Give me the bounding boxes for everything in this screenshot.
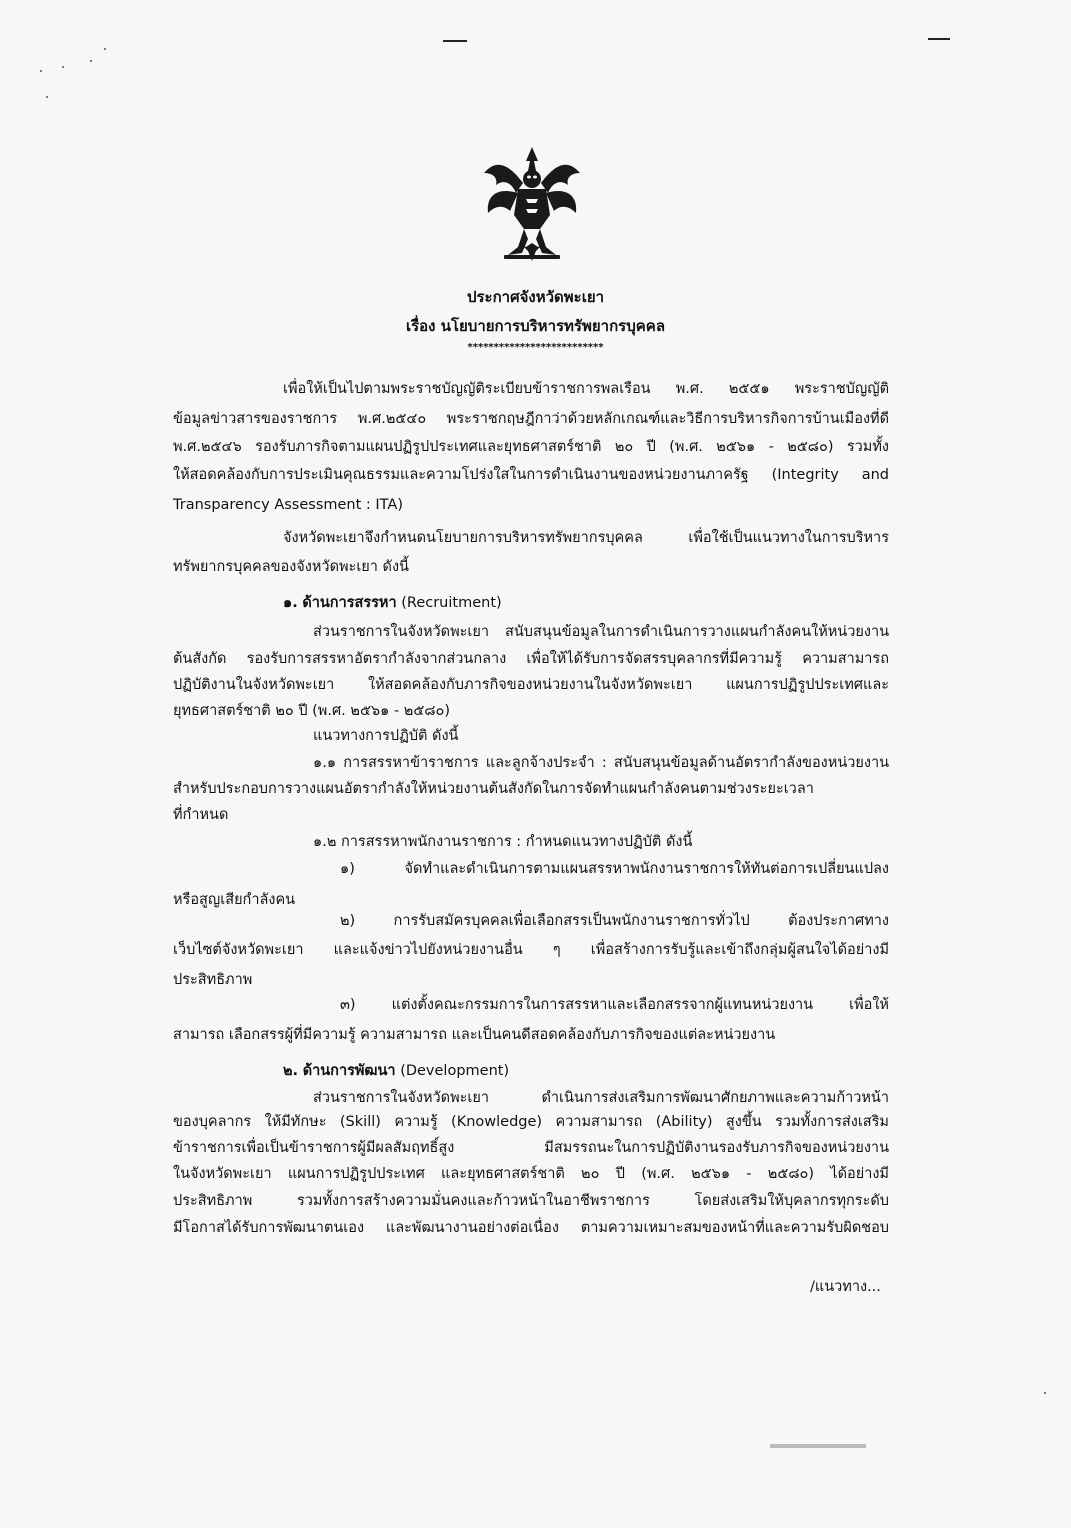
- section2-body-line: ของบุคลากร ให้มีทักษะ (Skill) ความรู้ (Knowledge) ความสามารถ (Ability) สูงขึ้น รวมทั้งการส่งเสริม: [173, 1114, 889, 1130]
- section1-number: ๑.: [283, 595, 298, 611]
- scan-mark: [443, 40, 467, 42]
- scan-speck: [62, 66, 64, 68]
- section2-number: ๒.: [283, 1063, 299, 1079]
- section2-title-en: (Development): [400, 1063, 510, 1079]
- scan-speck: [1044, 1392, 1046, 1394]
- garuda-emblem: [478, 143, 586, 265]
- item-1-1-line: สำหรับประกอบการวางแผนอัตรากำลังให้หน่วยงานต้นสังกัดในการจัดทำแผนกำลังคนตามช่วงระยะเวลา: [173, 781, 814, 797]
- item-1-2-heading: ๑.๒ การสรรหาพนักงานราชการ : กำหนดแนวทางปฏิบัติ ดังนี้: [313, 834, 693, 850]
- section1-title: ด้านการสรรหา: [302, 595, 397, 611]
- intro-line: Transparency Assessment : ITA): [173, 497, 403, 513]
- section1-body-line: ยุทธศาสตร์ชาติ ๒๐ ปี (พ.ศ. ๒๕๖๑ - ๒๕๘๐): [173, 703, 451, 719]
- sub-item-1-line: หรือสูญเสียกำลังคน: [173, 892, 296, 908]
- section1-title-en: (Recruitment): [401, 595, 502, 611]
- section1-body-line: ปฏิบัติงานในจังหวัดพะเยา ให้สอดคล้องกับภารกิจของหน่วยงานในจังหวัดพะเยา แผนการปฏิรูปประเทศและ: [173, 677, 889, 693]
- sub-item-2-line: ประสิทธิภาพ: [173, 972, 253, 988]
- item-1-1-line: ที่กำหนด: [173, 807, 229, 823]
- scan-smudge: [770, 1444, 866, 1448]
- section2-title: ด้านการพัฒนา: [302, 1063, 396, 1079]
- scan-speck: [40, 70, 42, 72]
- continuation-note: /แนวทาง...: [810, 1279, 881, 1295]
- intro-line: พ.ศ.๒๕๔๖ รองรับภารกิจตามแผนปฏิรูปประเทศและยุทธศาสตร์ชาติ ๒๐ ปี (พ.ศ. ๒๕๖๑ - ๒๕๘๐) รวมทั้ง: [173, 439, 889, 455]
- sub-item-3-line: ๓) แต่งตั้งคณะกรรมการในการสรรหาและเลือกสรรจากผู้แทนหน่วยงาน เพื่อให้: [340, 997, 889, 1013]
- sub-item-2-line: ๒) การรับสมัครบุคคลเพื่อเลือกสรรเป็นพนักงานราชการทั่วไป ต้องประกาศทาง: [340, 913, 889, 929]
- announcement-subject: เรื่อง นโยบายการบริหารทรัพยากรบุคคล: [405, 317, 666, 335]
- sub-item-2-line: เว็บไซต์จังหวัดพะเยา และแจ้งข่าวไปยังหน่วยงานอื่น ๆ เพื่อสร้างการรับรู้และเข้าถึงกลุ่มผู้สนใจได้อย่างมี: [173, 942, 889, 958]
- section2-body-line: มีโอกาสได้รับการพัฒนาตนเอง และพัฒนางานอย่างต่อเนื่อง ตามความเหมาะสมของหน้าที่และความรับผิดชอบ: [173, 1220, 889, 1236]
- intro-line: ให้สอดคล้องกับการประเมินคุณธรรมและความโปร่งใสในการดำเนินงานของหน่วยงานภาครัฐ (Integrity and: [173, 467, 889, 483]
- section2-body-line: ส่วนราชการในจังหวัดพะเยา ดำเนินการส่งเสริมการพัฒนาศักยภาพและความก้าวหน้า: [313, 1090, 889, 1106]
- item-1-1-line: ๑.๑ การสรรหาข้าราชการ และลูกจ้างประจำ : สนับสนุนข้อมูลด้านอัตรากำลังของหน่วยงาน: [313, 755, 889, 771]
- policy-line: ทรัพยากรบุคคลของจังหวัดพะเยา ดังนี้: [173, 559, 409, 575]
- scan-speck: [104, 48, 106, 50]
- scan-mark: [928, 38, 950, 40]
- section2-body-line: ประสิทธิภาพ รวมทั้งการสร้างความมั่นคงและก้าวหน้าในอาชีพราชการ โดยส่งเสริมให้บุคลากรทุกระดับ: [173, 1193, 889, 1209]
- intro-line: เพื่อให้เป็นไปตามพระราชบัญญัติระเบียบข้าราชการพลเรือน พ.ศ. ๒๕๕๑ พระราชบัญญัติ: [283, 381, 889, 397]
- section2-heading: [283, 1062, 783, 1080]
- intro-line: ข้อมูลข่าวสารของราชการ พ.ศ.๒๕๔๐ พระราชกฤษฎีกาว่าด้วยหลักเกณฑ์และวิธีการบริหารกิจการบ้านเมืองที่ดี: [173, 411, 889, 427]
- scan-speck: [46, 96, 48, 98]
- separator-line: **************************: [467, 342, 604, 353]
- section1-heading: [283, 594, 783, 612]
- section2-body-line: ข้าราชการเพื่อเป็นข้าราชการผู้มีผลสัมฤทธิ์สูง มีสมรรถนะในการปฏิบัติงานรองรับภารกิจของหน่วยงาน: [173, 1140, 889, 1156]
- section1-body-line: ส่วนราชการในจังหวัดพะเยา สนับสนุนข้อมูลในการดำเนินการวางแผนกำลังคนให้หน่วยงาน: [313, 624, 889, 640]
- policy-line: จังหวัดพะเยาจึงกำหนดนโยบายการบริหารทรัพยากรบุคคล เพื่อใช้เป็นแนวทางในการบริหาร: [283, 530, 889, 546]
- section1-body-line: ต้นสังกัด รองรับการสรรหาอัตรากำลังจากส่วนกลาง เพื่อให้ได้รับการจัดสรรบุคลากรที่มีความรู้ ความสามารถ: [173, 651, 889, 667]
- scan-speck: [90, 60, 92, 62]
- sub-item-1-line: ๑) จัดทำและดำเนินการตามแผนสรรหาพนักงานราชการให้ทันต่อการเปลี่ยนแปลง: [340, 861, 889, 877]
- sub-item-3-line: สามารถ เลือกสรรผู้ที่มีความรู้ ความสามารถ และเป็นคนดีสอดคล้องกับภารกิจของแต่ละหน่วยงาน: [173, 1027, 776, 1043]
- section2-body-line: ในจังหวัดพะเยา แผนการปฏิรูปประเทศ และยุทธศาสตร์ชาติ ๒๐ ปี (พ.ศ. ๒๕๖๑ - ๒๕๘๐) ได้อย่างมี: [173, 1166, 889, 1182]
- announcement-title: ประกาศจังหวัดพะเยา: [466, 288, 605, 306]
- guideline-label: แนวทางการปฏิบัติ ดังนี้: [313, 728, 459, 744]
